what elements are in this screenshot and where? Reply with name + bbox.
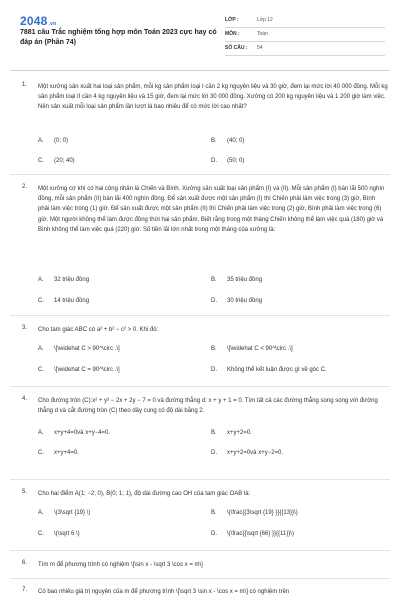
meta-row-class	[225, 14, 385, 28]
page-header	[0, 0, 400, 62]
option-letter: A.	[38, 430, 44, 436]
option-letter: A.	[38, 510, 44, 516]
meta-label: MÔN :	[225, 31, 240, 37]
meta-value: Toán	[257, 31, 268, 37]
meta-label: SỐ CÂU :	[225, 45, 248, 51]
option-text: (20; 40)	[54, 158, 75, 164]
question-text: Cho hai điểm A(1; −2; 0), B(0; 1; 1), độ dài đường cao OH của tam giác OAB là:	[38, 491, 251, 497]
option-text: x+y+2=0và x+y−2=0.	[227, 450, 284, 456]
option-text: x+y+4=0và x+y−4=0.	[54, 430, 111, 436]
option-letter: B.	[211, 430, 217, 436]
option-letter: C.	[38, 367, 44, 373]
question-number: 7.	[22, 587, 28, 593]
logo-text: 2048	[20, 14, 48, 28]
logo-tld: .vn	[48, 21, 57, 27]
option-text: \[\widehat C > 90^\circ .\]	[54, 346, 120, 352]
question-divider	[10, 578, 390, 579]
question-divider	[10, 315, 390, 316]
question-number: 4.	[22, 396, 28, 402]
meta-value: 54	[257, 45, 263, 51]
question-divider	[10, 479, 390, 480]
question-number: 6.	[22, 560, 28, 566]
option-letter: A.	[38, 346, 44, 352]
question-number: 2.	[22, 184, 28, 190]
option-letter: D.	[211, 298, 217, 304]
option-text: 30 triệu đồng	[227, 298, 263, 304]
option-letter: A.	[38, 138, 44, 144]
option-letter: B.	[211, 277, 217, 283]
option-letter: B.	[211, 510, 217, 516]
question-text: Một xưởng cơ khí có hai công nhân là Chiến và Bình. Xưởng sản xuất loại sản phẩm (I) và (II). Mỗi sản phẩm (I) bán lãi 500 nghìn đồng, mỗi sản phẩm (II) bán lãi 400 nghìn đồng. Để sản xuất được một sản phẩm (I) thì Chiến phải làm việc trong (3) giờ, Bình phải làm việc trong (1) giờ. Để sản xuất được một sản phẩm (II) thì Chiến phải làm việc trong (2) giờ, Bình phải làm việc trong (6) giờ. Một người không thể làm được đồng thời hai sản phẩm. Biết rằng trong một tháng Chiến không thể làm việc quá (180) giờ và Bình không thể làm việc quá (220) giờ. Số tiền lãi lớn nhất trong một tháng của xưởng là:	[38, 186, 385, 233]
option-letter: D.	[211, 367, 217, 373]
option-text: x+y+4=0.	[54, 450, 79, 456]
option-text: (40; 0)	[227, 138, 245, 144]
question-number: 3.	[22, 325, 28, 331]
option-text: Không thể kết luận được gì về góc C.	[227, 367, 327, 373]
question-number: 5.	[22, 489, 28, 495]
option-text: \[\widehat C < 90^\circ .\]	[227, 346, 293, 352]
option-letter: D.	[211, 450, 217, 456]
option-letter: B.	[211, 138, 217, 144]
header-divider	[10, 70, 390, 71]
option-text: (0; 0)	[54, 138, 69, 144]
option-text: \(\frac{{3\sqrt {19} }}{{13}}\)	[227, 510, 298, 516]
option-letter: D.	[211, 531, 217, 537]
option-text: 32 triệu đồng	[54, 277, 90, 283]
option-letter: A.	[38, 277, 44, 283]
site-logo[interactable]	[20, 14, 56, 28]
option-text: 35 triệu đồng	[227, 277, 263, 283]
option-letter: C.	[38, 531, 44, 537]
question-text: Cho đường tròn (C):x² + y² − 2x + 2y − 7 = 0 và đường thẳng d: x + y + 1 = 0. Tìm tất cả các đường thẳng song song với đường thẳng d và cắt đường tròn (C) theo dây cung có độ dài bằng 2.	[38, 398, 378, 415]
question-text: Cho tam giác ABC có a² + b² − c² > 0. Khi đó:	[38, 327, 159, 333]
question-divider	[10, 386, 390, 387]
option-text: \(3\sqrt {19} \)	[54, 510, 91, 516]
question-divider	[10, 550, 390, 551]
option-letter: D.	[211, 158, 217, 164]
document-meta	[225, 14, 385, 56]
option-text: \(\sqrt 6 \)	[54, 531, 80, 537]
option-text: x+y+2=0.	[227, 430, 252, 436]
question-number: 1.	[22, 82, 28, 88]
option-letter: C.	[38, 298, 44, 304]
meta-label: LỚP :	[225, 17, 239, 23]
option-text: (50; 0)	[227, 158, 245, 164]
option-letter: B.	[211, 346, 217, 352]
document-title: 7881 câu Trắc nghiệm tổng hợp môn Toán 2023 cực hay có đáp án (Phần 74)	[20, 29, 217, 46]
option-letter: C.	[38, 158, 44, 164]
question-text: Có bao nhiêu giá trị nguyên của m để phương trình \[\sqrt 3 \sin x - \cos x = m\] có nghiệm trên	[38, 589, 290, 595]
meta-row-count	[225, 42, 385, 56]
question-text: Một xưởng sản xuất hai loại sản phẩm, mỗi kg sản phẩm loại I cần 2 kg nguyên liệu và 30 giờ, đem lại mức lời 40 000 đồng. Mỗi kg sản phẩm loại II cần 4 kg nguyên liệu và 15 giờ, đem lại mức lời 30 000 đồng. Xưởng có 200 kg nguyên liệu và 1 200 giờ làm việc. Nên sản xuất mỗi loại sản phẩm lần lượt là bao nhiêu để có mức lời cao nhất?	[38, 84, 388, 111]
question-text: Tìm m để phương trình có nghiệm \[\sin x - \sqrt 3 \cos x = m\]	[38, 562, 203, 568]
option-text: 14 triệu đồng	[54, 298, 90, 304]
option-text: \(\frac{{\sqrt {66} }}{{11}}\)	[227, 531, 294, 537]
option-text: \[\widehat C = 90^\circ .\]	[54, 367, 120, 373]
meta-row-subject	[225, 28, 385, 42]
meta-value: Lớp 12	[257, 17, 273, 23]
option-letter: C.	[38, 450, 44, 456]
question-divider	[10, 174, 390, 175]
